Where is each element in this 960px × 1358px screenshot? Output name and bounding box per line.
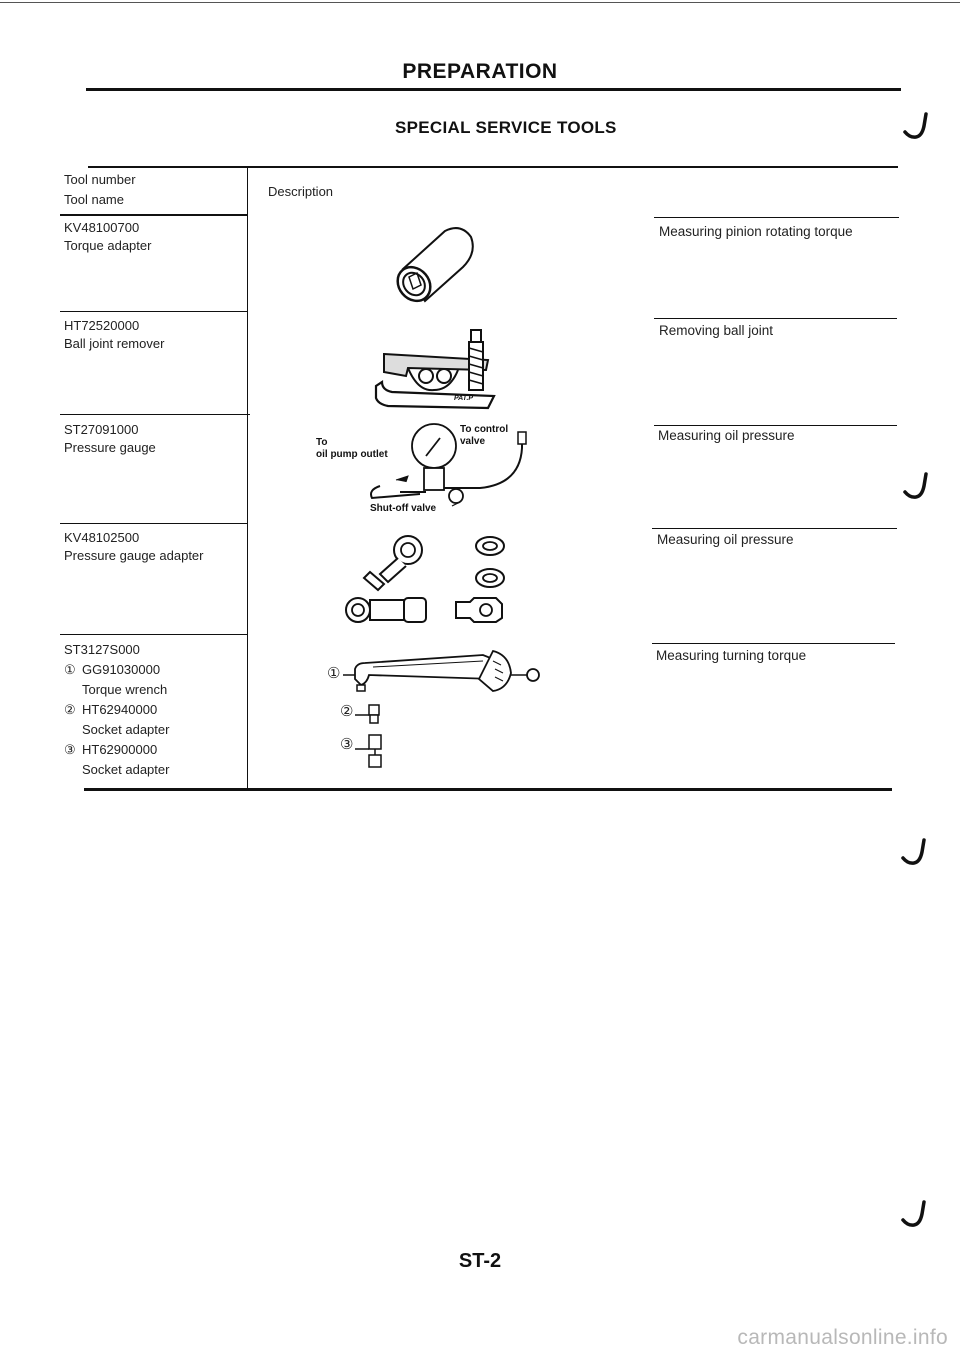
table-header-rule (60, 214, 248, 216)
table-bottom-rule (84, 788, 892, 791)
part-1-number: GG91030000 (82, 662, 161, 677)
tool-name: Pressure gauge adapter (64, 548, 204, 563)
header-description: Description (268, 184, 334, 199)
revision-check-icon (902, 472, 932, 502)
usage-rule (654, 217, 899, 218)
table-top-rule (88, 166, 898, 168)
label-valve: valve (460, 436, 486, 447)
page-title: PREPARATION (402, 60, 558, 83)
tool-name: Pressure gauge (64, 440, 156, 455)
part-1-marker: ① (64, 662, 76, 677)
watermark: carmanualsonline.info (737, 1326, 948, 1349)
label-to: To (316, 437, 328, 448)
label-oil-pump-outlet: oil pump outlet (316, 449, 388, 460)
part-2-number: HT62940000 (82, 702, 158, 717)
illustration-marker-2: ② (340, 703, 354, 720)
label-to-control: To control (460, 424, 509, 435)
title-underline (86, 88, 901, 91)
gauge-adapter-drawing (340, 528, 530, 624)
revision-check-icon (902, 112, 932, 142)
usage-rule (652, 528, 897, 529)
tool-usage: Measuring pinion rotating torque (659, 224, 853, 239)
page-number: ST-2 (458, 1250, 502, 1272)
torque-adapter-drawing (395, 225, 485, 305)
top-border (0, 2, 960, 3)
revision-check-icon (900, 838, 930, 868)
header-tool-number: Tool number (64, 172, 136, 187)
part-2-name: Socket adapter (82, 722, 170, 737)
illustration-marker-1: ① (327, 665, 341, 682)
header-tool-name: Tool name (64, 192, 124, 207)
row-separator (60, 634, 248, 635)
tool-number: HT72520000 (64, 318, 140, 333)
row-separator (60, 414, 248, 415)
torque-wrench-set-drawing (343, 645, 568, 775)
tool-usage: Measuring turning torque (656, 648, 807, 663)
revision-check-icon (900, 1200, 930, 1230)
row-separator (60, 523, 248, 524)
tool-number: KV48102500 (64, 530, 140, 545)
tool-usage: Measuring oil pressure (658, 428, 795, 443)
tool-name: Ball joint remover (64, 336, 165, 351)
section-title: SPECIAL SERVICE TOOLS (395, 118, 617, 137)
pat-mark: PAT.P (454, 395, 474, 402)
tool-number: KV48100700 (64, 220, 140, 235)
usage-rule (652, 643, 895, 644)
label-shut-off-valve: Shut-off valve (370, 503, 437, 514)
part-3-marker: ③ (64, 742, 76, 757)
tool-number: ST3127S000 (64, 642, 140, 657)
part-3-number: HT62900000 (82, 742, 158, 757)
part-3-name: Socket adapter (82, 762, 170, 777)
ball-joint-remover-drawing (368, 320, 513, 410)
part-2-marker: ② (64, 702, 76, 717)
tool-usage: Removing ball joint (659, 323, 774, 338)
row-separator (248, 414, 250, 415)
part-1-name: Torque wrench (82, 682, 168, 697)
usage-rule (654, 318, 897, 319)
tool-number: ST27091000 (64, 422, 139, 437)
illustration-marker-3: ③ (340, 736, 354, 753)
row-separator (60, 311, 248, 312)
tool-name: Torque adapter (64, 238, 152, 253)
column-divider (247, 167, 248, 789)
usage-rule (654, 425, 897, 426)
pressure-gauge-drawing (360, 418, 540, 518)
tool-usage: Measuring oil pressure (657, 532, 794, 547)
